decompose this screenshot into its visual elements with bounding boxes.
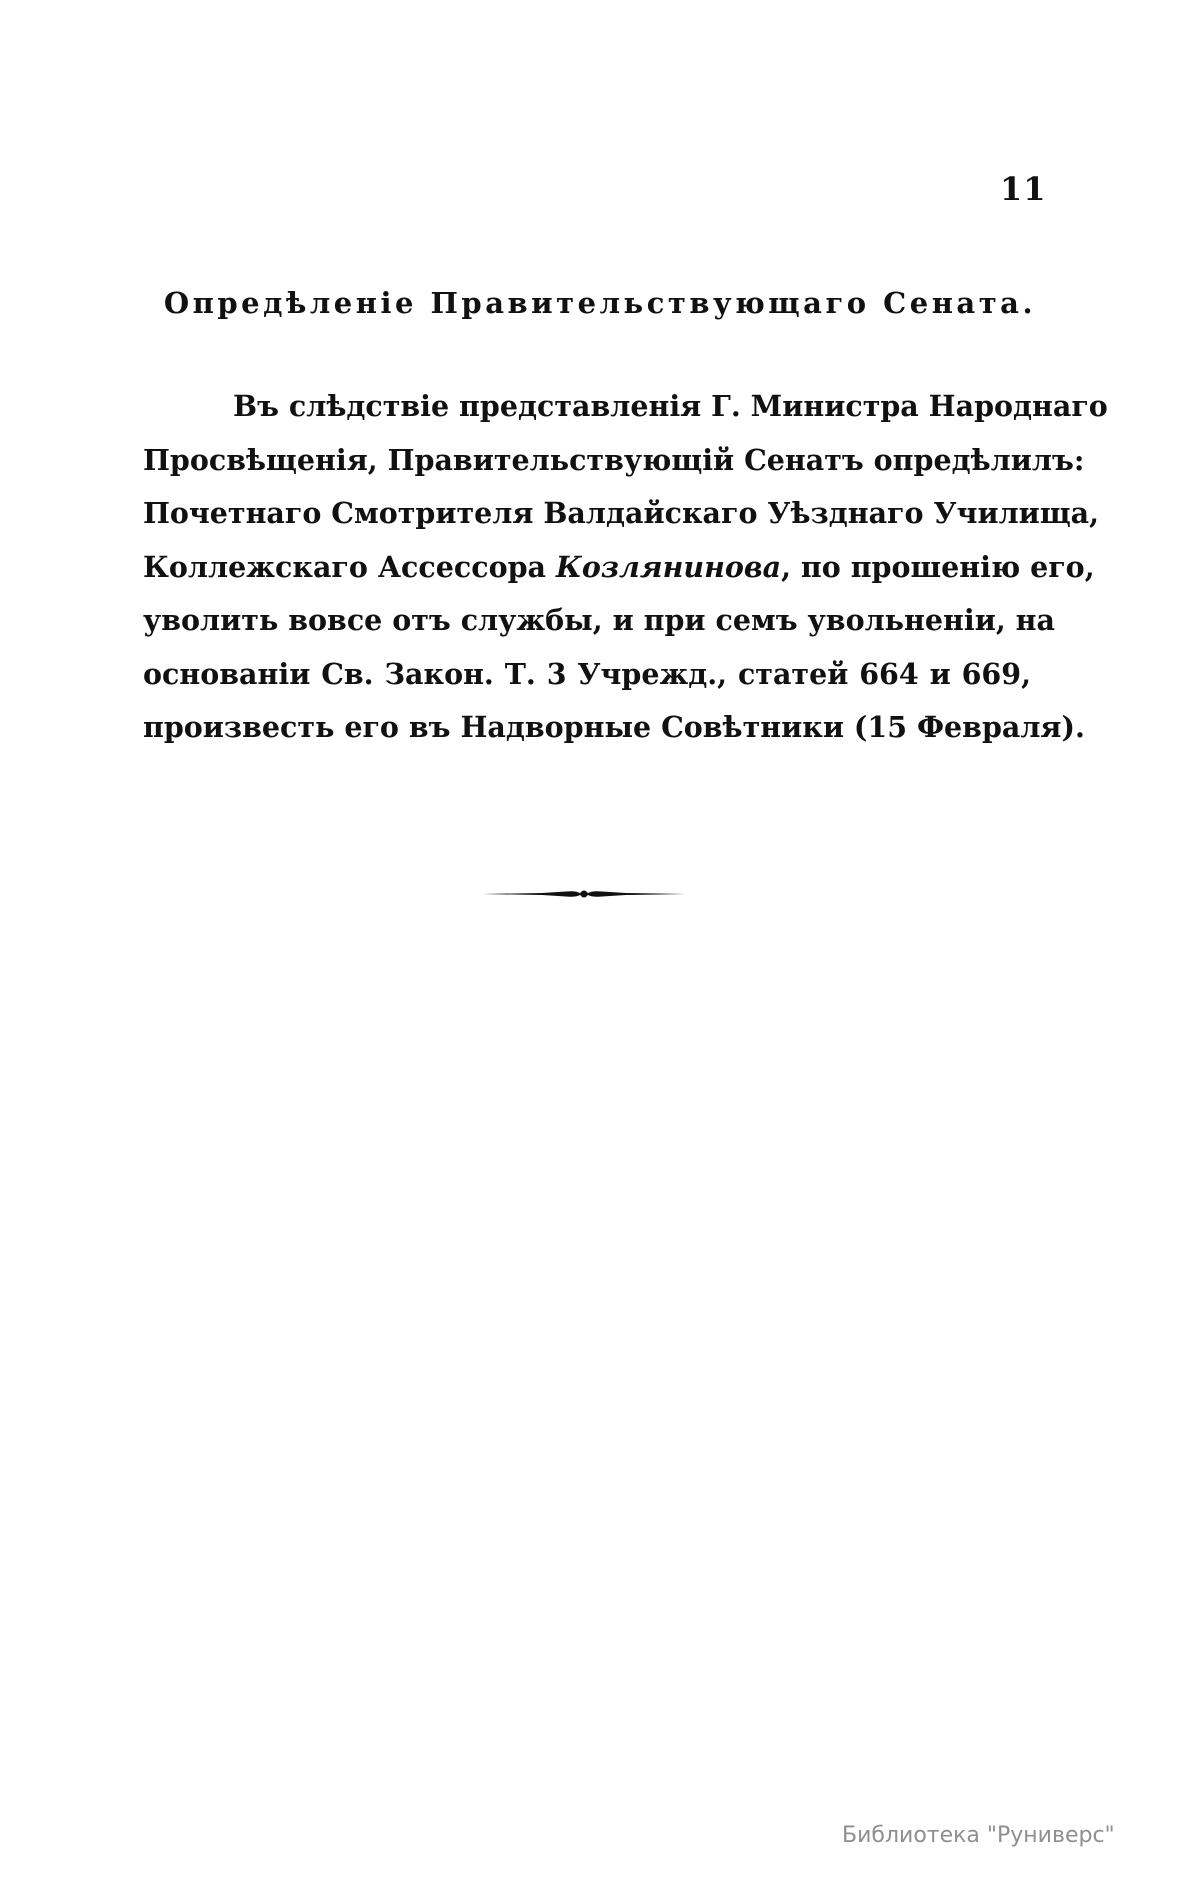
paragraph-line: Почетнаго Смотрителя Валдайскаго Уѣзднаго Училища, <box>143 496 1100 530</box>
page-heading: Опредѣленіе Правительствующаго Сената. <box>163 286 1037 320</box>
body-paragraph <box>143 380 1108 755</box>
paragraph-text: Коллежскаго Ассессора <box>143 549 556 584</box>
page-number: 11 <box>1000 170 1047 208</box>
person-name: Козлянинова <box>555 549 782 584</box>
divider-ornament-icon <box>482 884 686 904</box>
paragraph-line <box>143 541 1095 595</box>
paragraph-line: Въ слѣдствіе представленія Г. Министра Народнаго <box>233 389 1108 423</box>
paragraph-line: Просвѣщенія, Правительствующій Сенатъ опредѣлилъ: <box>143 442 1085 477</box>
paragraph-line: основаніи Св. Закон. Т. 3 Учрежд., статей 664 и 669, <box>143 656 1031 691</box>
paragraph-text: , по прошенію его, <box>781 549 1095 584</box>
library-watermark: Библиотека "Руниверс" <box>842 1823 1115 1848</box>
paragraph-line: произвесть его въ Надворные Совѣтники (15 Февраля). <box>143 710 1085 744</box>
paragraph-line: уволить вовсе отъ службы, и при семъ увольненіи, на <box>143 603 1055 637</box>
